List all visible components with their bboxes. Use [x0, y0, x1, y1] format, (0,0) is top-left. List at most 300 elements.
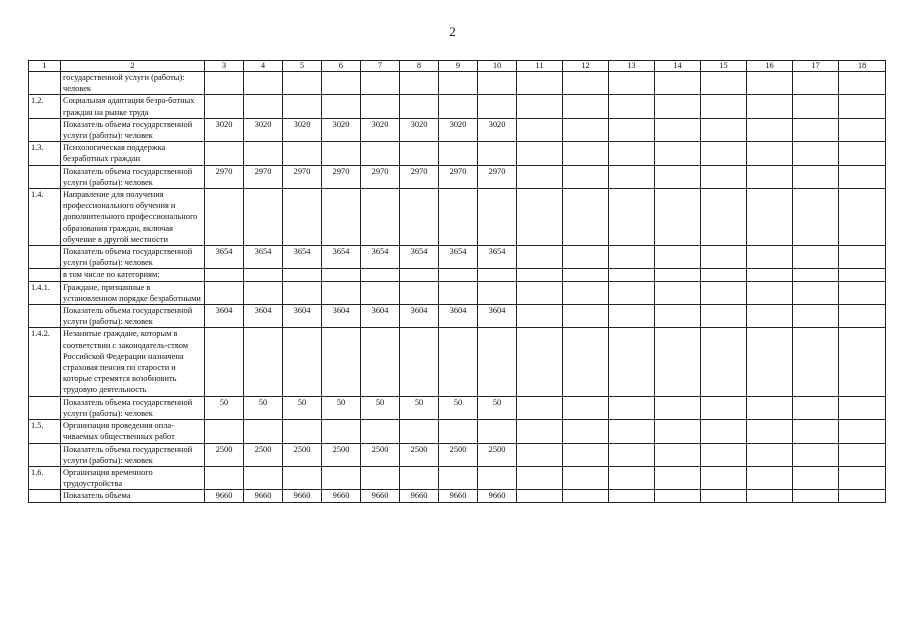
value-cell: 2970 — [400, 165, 439, 188]
value-cell — [563, 443, 609, 466]
value-cell — [747, 246, 793, 269]
value-cell: 50 — [322, 396, 361, 419]
value-cell — [244, 420, 283, 443]
value-cell: 3020 — [283, 118, 322, 141]
value-cell — [283, 142, 322, 165]
value-cell — [655, 142, 701, 165]
value-cell: 2970 — [478, 165, 517, 188]
value-cell — [655, 95, 701, 118]
row-description: Организация временного трудоустройства — [61, 466, 205, 489]
value-cell — [747, 466, 793, 489]
value-cell: 3604 — [205, 305, 244, 328]
value-cell — [478, 142, 517, 165]
value-cell: 2970 — [244, 165, 283, 188]
value-cell — [244, 72, 283, 95]
value-cell — [439, 142, 478, 165]
value-cell — [205, 95, 244, 118]
value-cell — [839, 269, 886, 281]
value-cell — [839, 466, 886, 489]
value-cell — [400, 269, 439, 281]
table-row — [29, 246, 886, 269]
value-cell: 2970 — [439, 165, 478, 188]
value-cell — [793, 305, 839, 328]
row-index: 1.4. — [29, 189, 61, 246]
value-cell: 3604 — [283, 305, 322, 328]
row-index — [29, 165, 61, 188]
value-cell — [563, 466, 609, 489]
row-description: Направление для получения профессионального обучения и дополнительного профессионального образования граждан, включая обучение в другой местности — [61, 189, 205, 246]
value-cell — [609, 72, 655, 95]
value-cell — [701, 443, 747, 466]
value-cell — [400, 466, 439, 489]
value-cell: 2970 — [322, 165, 361, 188]
row-description: Организация проведения опла-чиваемых общественных работ — [61, 420, 205, 443]
table-row — [29, 443, 886, 466]
value-cell — [361, 189, 400, 246]
value-cell — [747, 165, 793, 188]
value-cell — [563, 246, 609, 269]
value-cell — [701, 420, 747, 443]
table-row — [29, 269, 886, 281]
value-cell — [205, 269, 244, 281]
value-cell — [609, 466, 655, 489]
value-cell — [747, 305, 793, 328]
value-cell — [701, 466, 747, 489]
value-cell — [361, 420, 400, 443]
table-row — [29, 420, 886, 443]
value-cell: 3604 — [322, 305, 361, 328]
value-cell: 3654 — [439, 246, 478, 269]
value-cell — [655, 466, 701, 489]
value-cell — [793, 142, 839, 165]
value-cell: 9660 — [478, 490, 517, 502]
column-number: 3 — [205, 61, 244, 72]
column-number: 15 — [701, 61, 747, 72]
value-cell — [517, 281, 563, 304]
value-cell — [655, 305, 701, 328]
column-number: 2 — [61, 61, 205, 72]
value-cell — [563, 72, 609, 95]
column-number: 18 — [839, 61, 886, 72]
row-description: в том числе по категориям: — [61, 269, 205, 281]
value-cell: 9660 — [361, 490, 400, 502]
value-cell — [400, 328, 439, 396]
value-cell — [747, 118, 793, 141]
value-cell — [478, 281, 517, 304]
value-cell: 3020 — [478, 118, 517, 141]
value-cell: 3020 — [361, 118, 400, 141]
value-cell — [205, 328, 244, 396]
value-cell — [839, 72, 886, 95]
value-cell: 2500 — [400, 443, 439, 466]
value-cell — [517, 305, 563, 328]
value-cell — [839, 118, 886, 141]
value-cell — [517, 443, 563, 466]
value-cell — [322, 95, 361, 118]
value-cell — [747, 396, 793, 419]
row-description: Показатель объема государственной услуги (работы): человек — [61, 165, 205, 188]
value-cell — [478, 72, 517, 95]
value-cell — [793, 328, 839, 396]
value-cell — [478, 189, 517, 246]
value-cell: 2500 — [478, 443, 517, 466]
value-cell: 9660 — [283, 490, 322, 502]
value-cell — [793, 443, 839, 466]
table-row — [29, 95, 886, 118]
value-cell — [517, 189, 563, 246]
value-cell — [244, 269, 283, 281]
value-cell — [839, 189, 886, 246]
value-cell — [322, 420, 361, 443]
value-cell — [439, 328, 478, 396]
value-cell — [701, 72, 747, 95]
value-cell: 3654 — [361, 246, 400, 269]
value-cell — [609, 269, 655, 281]
value-cell — [322, 269, 361, 281]
value-cell — [563, 281, 609, 304]
value-cell: 3654 — [322, 246, 361, 269]
column-number: 4 — [244, 61, 283, 72]
value-cell — [655, 72, 701, 95]
value-cell — [563, 396, 609, 419]
value-cell — [517, 466, 563, 489]
column-number: 1 — [29, 61, 61, 72]
value-cell — [205, 420, 244, 443]
value-cell — [655, 490, 701, 502]
value-cell — [244, 95, 283, 118]
value-cell — [839, 305, 886, 328]
value-cell: 2500 — [361, 443, 400, 466]
row-description: Показатель объема государственной услуги (работы): человек — [61, 396, 205, 419]
value-cell — [701, 118, 747, 141]
value-cell — [517, 246, 563, 269]
value-cell — [747, 142, 793, 165]
row-index — [29, 72, 61, 95]
value-cell: 9660 — [205, 490, 244, 502]
value-cell — [563, 95, 609, 118]
value-cell: 3020 — [322, 118, 361, 141]
value-cell — [655, 118, 701, 141]
value-cell — [205, 72, 244, 95]
value-cell — [793, 72, 839, 95]
column-number: 5 — [283, 61, 322, 72]
value-cell — [609, 246, 655, 269]
value-cell: 3654 — [205, 246, 244, 269]
value-cell — [478, 466, 517, 489]
value-cell — [361, 142, 400, 165]
value-cell — [701, 305, 747, 328]
value-cell — [244, 328, 283, 396]
value-cell — [478, 328, 517, 396]
value-cell — [400, 189, 439, 246]
value-cell — [747, 72, 793, 95]
value-cell — [439, 466, 478, 489]
value-cell — [793, 281, 839, 304]
value-cell — [793, 420, 839, 443]
value-cell — [747, 281, 793, 304]
value-cell — [655, 269, 701, 281]
value-cell — [609, 189, 655, 246]
value-cell — [439, 281, 478, 304]
row-index — [29, 443, 61, 466]
value-cell — [322, 328, 361, 396]
column-number: 16 — [747, 61, 793, 72]
value-cell — [701, 269, 747, 281]
value-cell — [747, 269, 793, 281]
column-number: 9 — [439, 61, 478, 72]
value-cell — [361, 95, 400, 118]
value-cell — [322, 466, 361, 489]
value-cell — [478, 95, 517, 118]
value-cell — [205, 142, 244, 165]
value-cell — [439, 95, 478, 118]
value-cell — [361, 72, 400, 95]
value-cell: 2500 — [244, 443, 283, 466]
value-cell — [609, 118, 655, 141]
row-index: 1.2. — [29, 95, 61, 118]
value-cell: 9660 — [439, 490, 478, 502]
value-cell — [839, 165, 886, 188]
value-cell — [283, 72, 322, 95]
value-cell — [361, 328, 400, 396]
value-cell — [609, 165, 655, 188]
row-index: 1.4.2. — [29, 328, 61, 396]
value-cell — [839, 443, 886, 466]
value-cell — [361, 269, 400, 281]
value-cell — [839, 396, 886, 419]
value-cell — [839, 142, 886, 165]
value-cell — [609, 490, 655, 502]
row-description: Показатель объема государственной услуги (работы): человек — [61, 443, 205, 466]
value-cell — [244, 466, 283, 489]
value-cell — [655, 420, 701, 443]
column-number: 10 — [478, 61, 517, 72]
value-cell — [793, 95, 839, 118]
value-cell: 3604 — [244, 305, 283, 328]
value-cell: 50 — [400, 396, 439, 419]
row-description: Показатель объема государственной услуги (работы): человек — [61, 246, 205, 269]
value-cell — [517, 95, 563, 118]
value-cell: 2500 — [205, 443, 244, 466]
value-cell — [283, 328, 322, 396]
value-cell: 50 — [478, 396, 517, 419]
value-cell — [747, 95, 793, 118]
value-cell — [701, 189, 747, 246]
value-cell — [478, 269, 517, 281]
table-row — [29, 490, 886, 502]
value-cell — [655, 396, 701, 419]
value-cell: 50 — [283, 396, 322, 419]
value-cell — [205, 466, 244, 489]
value-cell — [563, 305, 609, 328]
row-description: Социальная адаптация безра-ботных граждан на рынке труда — [61, 95, 205, 118]
value-cell: 2500 — [439, 443, 478, 466]
value-cell — [701, 95, 747, 118]
row-description: Показатель объема — [61, 490, 205, 502]
value-cell: 3654 — [478, 246, 517, 269]
value-cell — [655, 328, 701, 396]
value-cell — [322, 189, 361, 246]
value-cell — [283, 189, 322, 246]
column-number: 8 — [400, 61, 439, 72]
value-cell: 50 — [439, 396, 478, 419]
value-cell — [439, 72, 478, 95]
value-cell — [655, 189, 701, 246]
value-cell — [400, 95, 439, 118]
value-cell: 3020 — [439, 118, 478, 141]
value-cell — [747, 189, 793, 246]
value-cell — [439, 420, 478, 443]
value-cell: 9660 — [400, 490, 439, 502]
value-cell — [517, 142, 563, 165]
table-row — [29, 118, 886, 141]
value-cell: 3654 — [400, 246, 439, 269]
value-cell: 2500 — [283, 443, 322, 466]
value-cell — [361, 281, 400, 304]
value-cell: 3654 — [244, 246, 283, 269]
row-index: 1.5. — [29, 420, 61, 443]
value-cell — [655, 246, 701, 269]
row-index: 1.4.1. — [29, 281, 61, 304]
row-description: Психологическая поддержка безработных граждан — [61, 142, 205, 165]
value-cell: 2500 — [322, 443, 361, 466]
value-cell: 3020 — [400, 118, 439, 141]
value-cell — [747, 420, 793, 443]
column-number: 12 — [563, 61, 609, 72]
value-cell — [400, 72, 439, 95]
value-cell — [400, 142, 439, 165]
value-cell — [205, 281, 244, 304]
value-cell — [563, 490, 609, 502]
value-cell — [283, 95, 322, 118]
column-number: 17 — [793, 61, 839, 72]
value-cell — [839, 95, 886, 118]
column-number-row — [29, 61, 886, 72]
value-cell: 3020 — [205, 118, 244, 141]
row-index — [29, 305, 61, 328]
value-cell — [609, 443, 655, 466]
data-table — [28, 60, 886, 503]
value-cell: 50 — [244, 396, 283, 419]
table-row — [29, 305, 886, 328]
value-cell: 3654 — [283, 246, 322, 269]
value-cell — [793, 396, 839, 419]
value-cell — [400, 420, 439, 443]
value-cell — [400, 281, 439, 304]
row-description: Незанятые граждане, которым в соответствии с законодатель-ством Российской Федерации назначена страховая пенсия по старости и которые стремятся возобновить трудовую деятельность — [61, 328, 205, 396]
value-cell: 2970 — [361, 165, 400, 188]
value-cell — [609, 142, 655, 165]
value-cell — [563, 189, 609, 246]
value-cell: 2970 — [283, 165, 322, 188]
value-cell — [839, 420, 886, 443]
value-cell: 3604 — [361, 305, 400, 328]
value-cell — [609, 420, 655, 443]
value-cell — [478, 420, 517, 443]
value-cell — [747, 328, 793, 396]
value-cell: 3020 — [244, 118, 283, 141]
row-description: государственной услуги (работы): человек — [61, 72, 205, 95]
value-cell — [701, 281, 747, 304]
value-cell — [283, 466, 322, 489]
column-number: 6 — [322, 61, 361, 72]
table-row — [29, 142, 886, 165]
table-row — [29, 396, 886, 419]
value-cell — [701, 328, 747, 396]
value-cell — [283, 269, 322, 281]
value-cell — [701, 396, 747, 419]
value-cell: 3604 — [478, 305, 517, 328]
value-cell: 9660 — [322, 490, 361, 502]
value-cell — [609, 328, 655, 396]
column-number: 13 — [609, 61, 655, 72]
value-cell — [793, 118, 839, 141]
value-cell — [563, 328, 609, 396]
value-cell — [793, 246, 839, 269]
value-cell — [609, 95, 655, 118]
value-cell — [701, 142, 747, 165]
page-number: 2 — [449, 24, 456, 39]
value-cell — [655, 165, 701, 188]
value-cell — [655, 281, 701, 304]
value-cell — [747, 443, 793, 466]
row-description: Граждане, признанные в установленном порядке безработными — [61, 281, 205, 304]
value-cell: 3604 — [439, 305, 478, 328]
value-cell — [701, 490, 747, 502]
value-cell — [747, 490, 793, 502]
value-cell — [839, 490, 886, 502]
value-cell — [563, 269, 609, 281]
value-cell — [563, 118, 609, 141]
table-row — [29, 281, 886, 304]
table-row — [29, 72, 886, 95]
value-cell — [517, 420, 563, 443]
table-row — [29, 328, 886, 396]
value-cell — [517, 269, 563, 281]
row-index — [29, 396, 61, 419]
column-number: 7 — [361, 61, 400, 72]
table-row — [29, 189, 886, 246]
value-cell — [793, 165, 839, 188]
value-cell — [839, 328, 886, 396]
value-cell — [609, 281, 655, 304]
row-description: Показатель объема государственной услуги (работы): человек — [61, 305, 205, 328]
value-cell — [283, 281, 322, 304]
value-cell — [322, 142, 361, 165]
value-cell — [563, 142, 609, 165]
value-cell — [517, 490, 563, 502]
column-number: 11 — [517, 61, 563, 72]
row-index — [29, 490, 61, 502]
value-cell — [283, 420, 322, 443]
table-row — [29, 165, 886, 188]
value-cell: 3604 — [400, 305, 439, 328]
value-cell — [839, 281, 886, 304]
row-index: 1.3. — [29, 142, 61, 165]
value-cell — [517, 396, 563, 419]
value-cell — [517, 72, 563, 95]
value-cell — [609, 305, 655, 328]
value-cell — [793, 466, 839, 489]
value-cell — [563, 165, 609, 188]
value-cell — [563, 420, 609, 443]
row-index — [29, 269, 61, 281]
value-cell — [701, 246, 747, 269]
value-cell: 50 — [205, 396, 244, 419]
table-row — [29, 466, 886, 489]
value-cell — [793, 269, 839, 281]
value-cell — [655, 443, 701, 466]
